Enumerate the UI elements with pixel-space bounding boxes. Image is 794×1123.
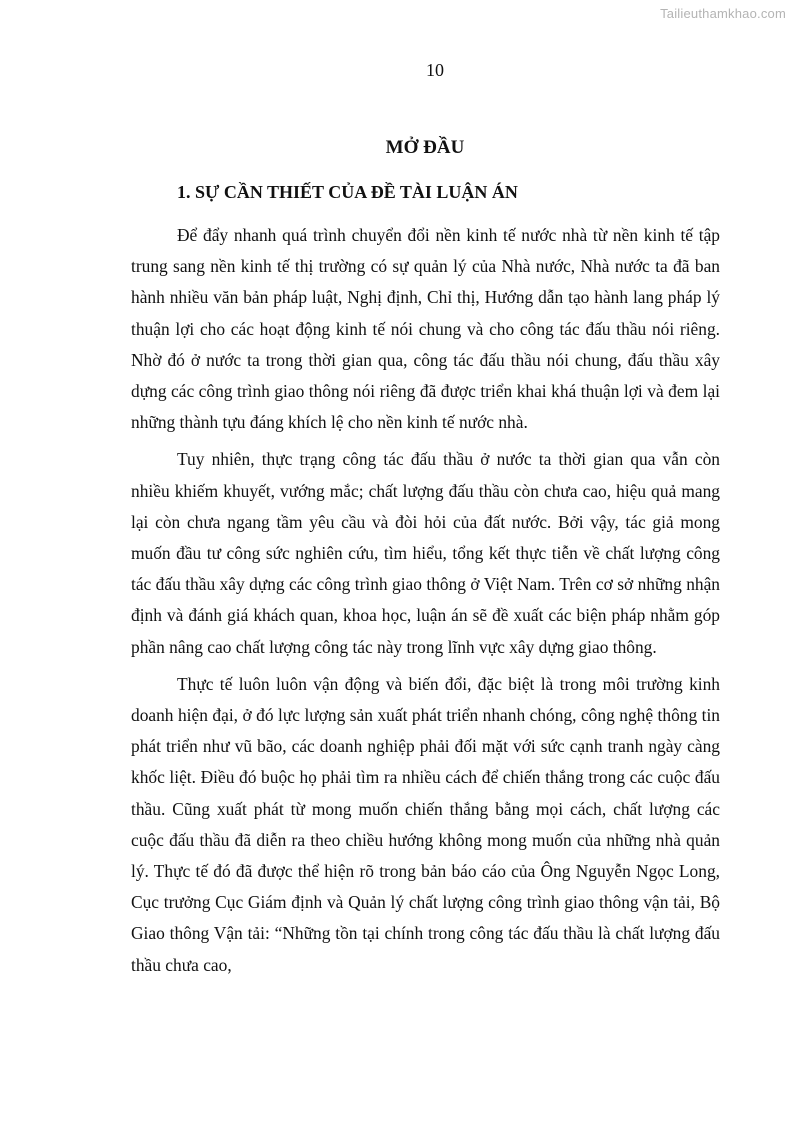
watermark: Tailieuthamkhao.com <box>660 6 786 21</box>
paragraph: Thực tế luôn luôn vận động và biến đổi, đặc biệt là trong môi trường kinh doanh hiện đại, ở đó lực lượng sản xuất phát triển nhanh chóng, công nghệ thông tin phát triển như vũ bão, các doanh nghiệp phải đối mặt với sức cạnh tranh ngày càng khốc liệt. Điều đó buộc họ phải tìm ra nhiều cách để chiến thắng trong các cuộc đấu thầu. Cũng xuất phát từ mong muốn chiến thắng bằng mọi cách, chất lượng các cuộc đấu thầu đã diễn ra theo chiều hướng không mong muốn của những nhà quản lý. Thực tế đó đã được thể hiện rõ trong bản báo cáo của Ông Nguyễn Ngọc Long, Cục trưởng Cục Giám định và Quản lý chất lượng công trình giao thông vận tải, Bộ Giao thông Vận tải: “Những tồn tại chính trong công tác đấu thầu là chất lượng đấu thầu chưa cao, <box>131 673 720 975</box>
paragraph: Tuy nhiên, thực trạng công tác đấu thầu ở nước ta thời gian qua vẫn còn nhiều khiếm khuyết, vướng mắc; chất lượng đấu thầu còn chưa cao, hiệu quả mang lại còn chưa ngang tầm yêu cầu và đòi hỏi của đất nước. Bởi vậy, tác giả mong muốn đầu tư công sức nghiên cứu, tìm hiểu, tổng kết thực tiễn về chất lượng công tác đấu thầu xây dựng các công trình giao thông ở Việt Nam. Trên cơ sở những nhận định và đánh giá khách quan, khoa học, luận án sẽ đề xuất các biện pháp nhằm góp phần nâng cao chất lượng công tác này trong lĩnh vực xây dựng giao thông. <box>131 449 720 657</box>
page-number: 10 <box>426 60 444 80</box>
section-heading: 1. SỰ CẦN THIẾT CỦA ĐỀ TÀI LUẬN ÁN <box>177 182 518 202</box>
body-text <box>131 220 720 987</box>
paragraph: Để đẩy nhanh quá trình chuyển đổi nền kinh tế nước nhà từ nền kinh tế tập trung sang nền kinh tế thị trường có sự quản lý của Nhà nước, Nhà nước ta đã ban hành nhiều văn bản pháp luật, Nghị định, Chỉ thị, Hướng dẫn tạo hành lang pháp lý thuận lợi cho các hoạt động kinh tế nói chung và cho công tác đấu thầu nói riêng. Nhờ đó ở nước ta trong thời gian qua, công tác đấu thầu nói chung, đấu thầu xây dựng các công trình giao thông nói riêng đã được triển khai khá thuận lợi và đem lại những thành tựu đáng khích lệ cho nền kinh tế nước nhà. <box>131 225 720 433</box>
chapter-title: MỞ ĐẦU <box>385 137 465 158</box>
